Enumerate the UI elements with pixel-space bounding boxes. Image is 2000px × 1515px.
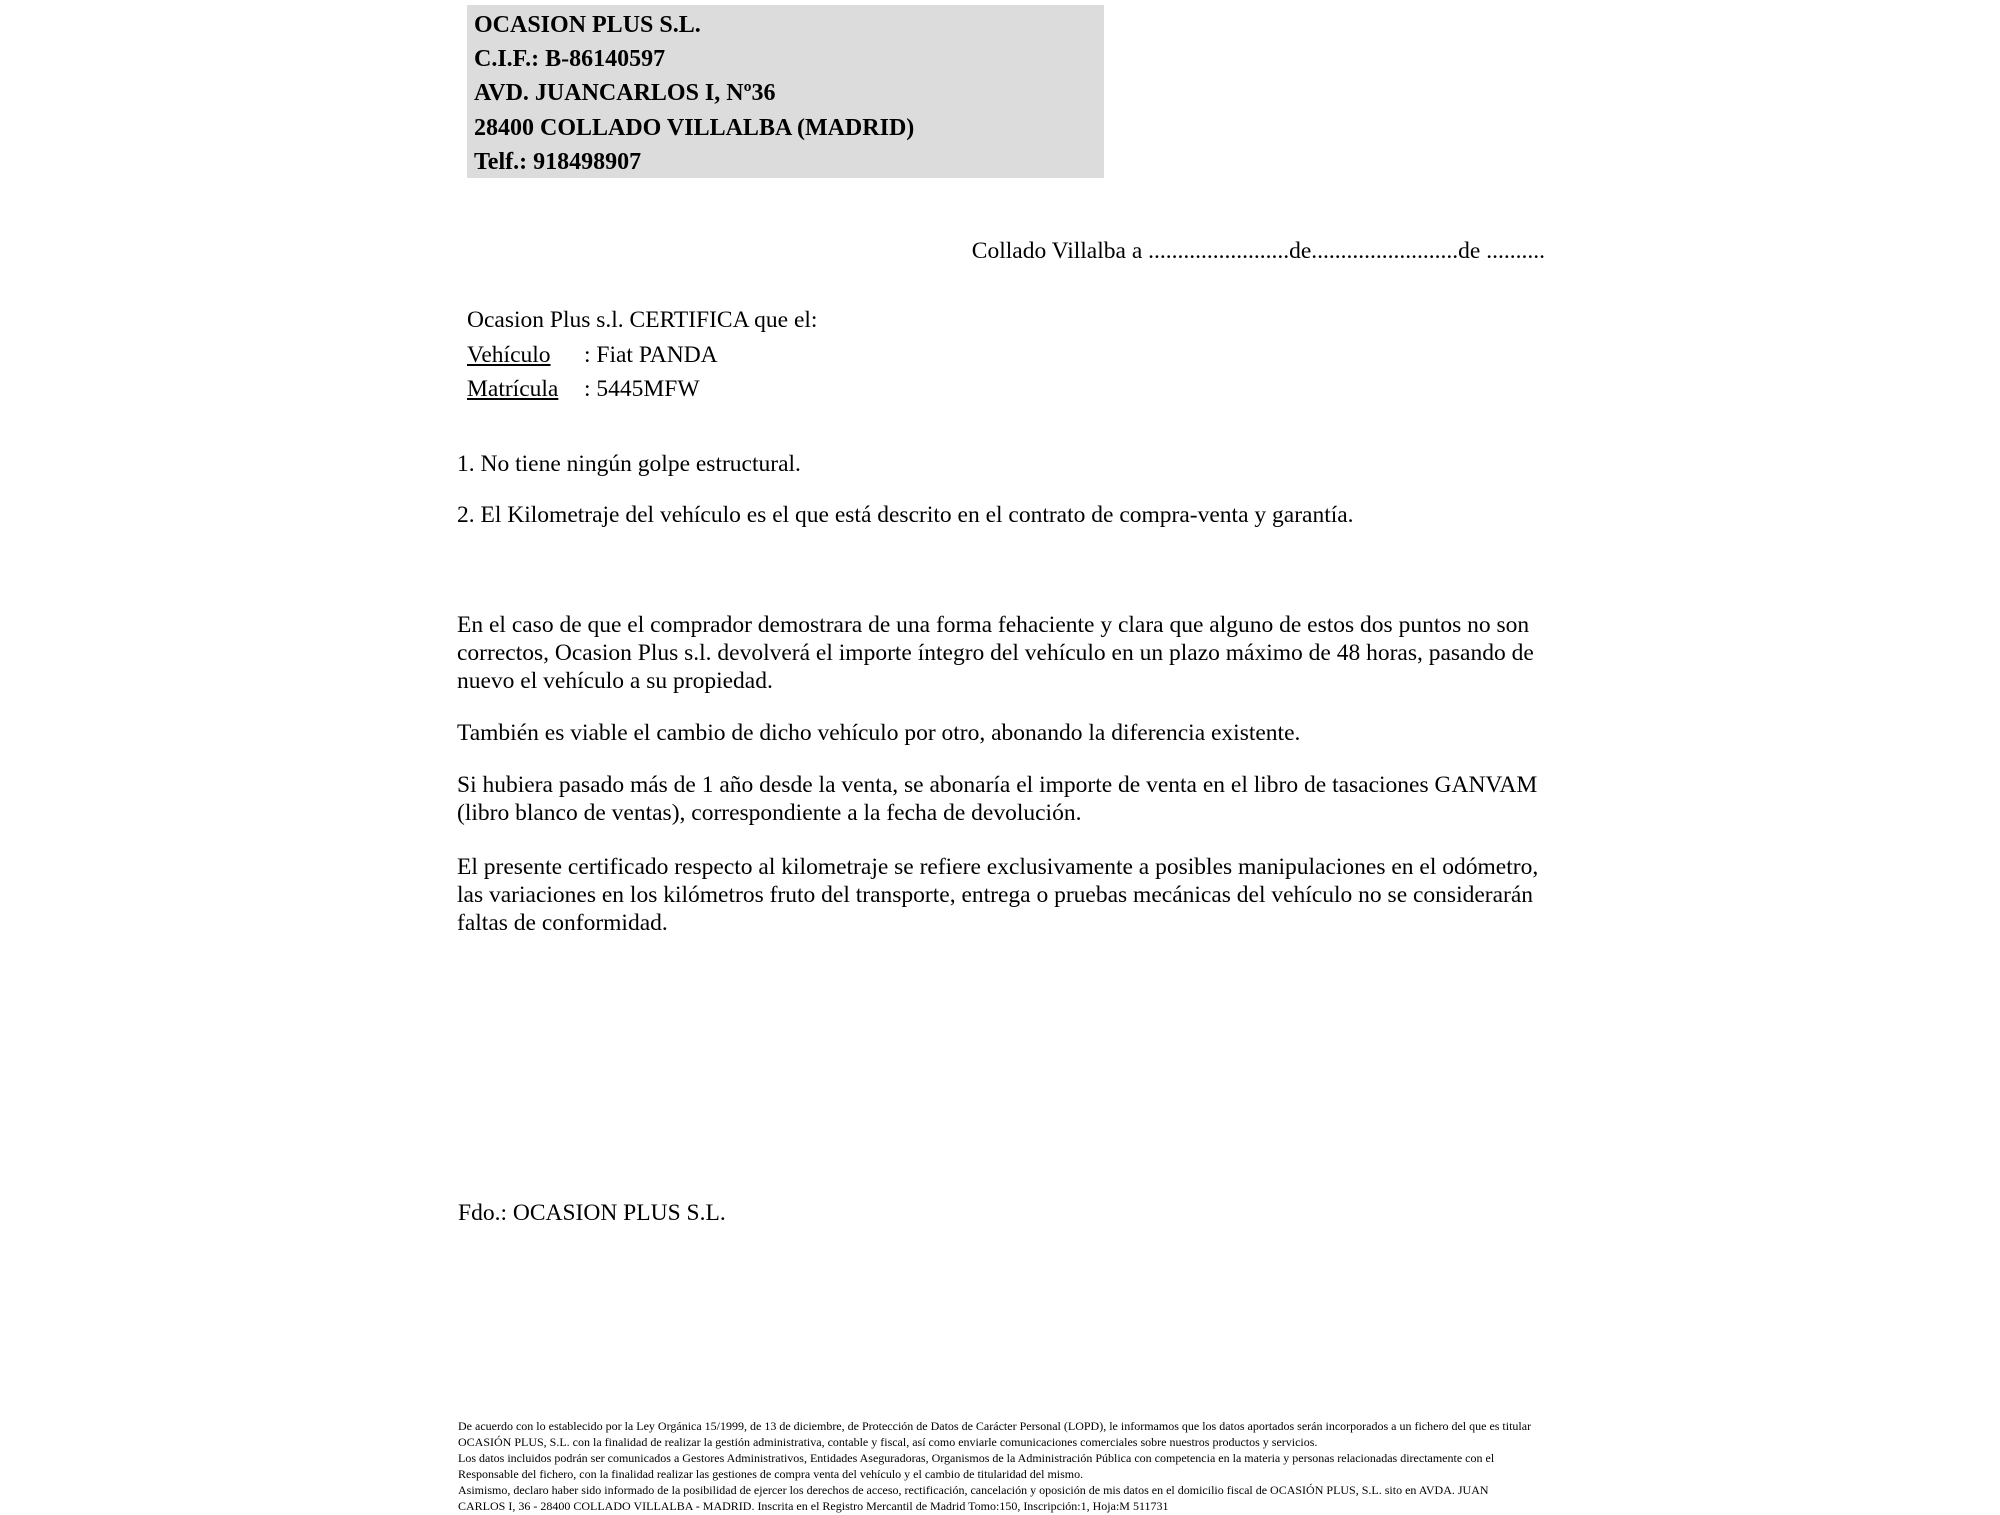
plate-field-value: : 5445MFW [584, 376, 700, 402]
vehicle-field-value: : Fiat PANDA [584, 341, 718, 368]
odometer-clause-paragraph: El presente certificado respecto al kilometraje se refiere exclusivamente a posibles manipulaciones en el odómetro, las variaciones en los kilómetros fruto del transporte, entrega o pruebas mecánicas del vehículo no se considerarán faltas de conformidad. [457, 854, 1539, 937]
company-phone: Telf.: 918498907 [474, 148, 642, 175]
company-name: OCASION PLUS S.L. [474, 12, 701, 38]
legal-footer-line: Los datos incluidos podrán ser comunicados a Gestores Administrativos, Entidades Aseguradoras, Organismos de la Administración Pública con competencia en la materia y personas relacionadas directamente con el [458, 1451, 1495, 1466]
company-cif: C.I.F.: B-86140597 [474, 46, 666, 73]
vehicle-field-label [467, 338, 584, 373]
legal-footer-block [458, 1418, 1568, 1515]
company-address: AVD. JUANCARLOS I, Nº36 [474, 80, 776, 107]
certificate-intro-line: Ocasion Plus s.l. CERTIFICA que el: [467, 307, 818, 333]
plate-field-row [467, 372, 817, 407]
plate-field-label-underline: Matrícula [467, 376, 559, 402]
legal-footer-line: De acuerdo con lo establecido por la Ley Orgánica 15/1999, de 13 de diciembre, de Protección de Datos de Carácter Personal (LOPD), le informamos que los datos aportados serán incorporados a un fichero del que es titular [458, 1419, 1532, 1433]
legal-footer-line: CARLOS I, 36 - 28400 COLLADO VILLALBA - MADRID. Inscrita en el Registro Mercantil de Madrid Tomo:150, Inscripción:1, Hoja:M 511731 [458, 1499, 1169, 1514]
certificate-intro-block [467, 303, 817, 407]
refund-clause-paragraph: En el caso de que el comprador demostrara de una forma fehaciente y clara que alguno de estos dos puntos no son correctos, Ocasion Plus s.l. devolverá el importe íntegro del vehículo en un plazo máximo de 48 horas, pasando de nuevo el vehículo a su propiedad. [457, 612, 1534, 695]
certified-point-1: 1. No tiene ningún golpe estructural. [457, 451, 801, 477]
signature-line: Fdo.: OCASION PLUS S.L. [458, 1200, 726, 1226]
vehicle-field-label-underline: Vehículo [467, 341, 551, 368]
plate-field-label [467, 372, 584, 407]
exchange-clause-paragraph: También es viable el cambio de dicho vehículo por otro, abonando la diferencia existente. [457, 720, 1301, 746]
vehicle-field-row [467, 338, 817, 373]
company-header-block [467, 5, 1104, 178]
company-city: 28400 COLLADO VILLALBA (MADRID) [474, 114, 915, 141]
legal-footer-line: Asimismo, declaro haber sido informado de la posibilidad de ejercer los derechos de acceso, rectificación, cancelación y oposición de mis datos en el domicilio fiscal de OCASIÓN PLUS, S.L. sito en AVDA. JUAN [458, 1483, 1489, 1498]
date-place-line: Collado Villalba a ........................de.........................de .......... [971, 238, 1545, 264]
valuation-clause-paragraph: Si hubiera pasado más de 1 año desde la venta, se abonaría el importe de venta en el libro de tasaciones GANVAM (libro blanco de ventas), correspondiente a la fecha de devolución. [457, 772, 1538, 827]
certified-point-2: 2. El Kilometraje del vehículo es el que está descrito en el contrato de compra-venta y garantía. [457, 502, 1354, 528]
legal-footer-line: Responsable del fichero, con la finalidad realizar las gestiones de compra venta del vehículo y el cambio de titularidad del mismo. [458, 1467, 1084, 1482]
legal-footer-line: OCASIÓN PLUS, S.L. con la finalidad de realizar la gestión administrativa, contable y fiscal, así como enviarle comunicaciones comerciales sobre nuestros productos y servicios. [458, 1435, 1318, 1450]
